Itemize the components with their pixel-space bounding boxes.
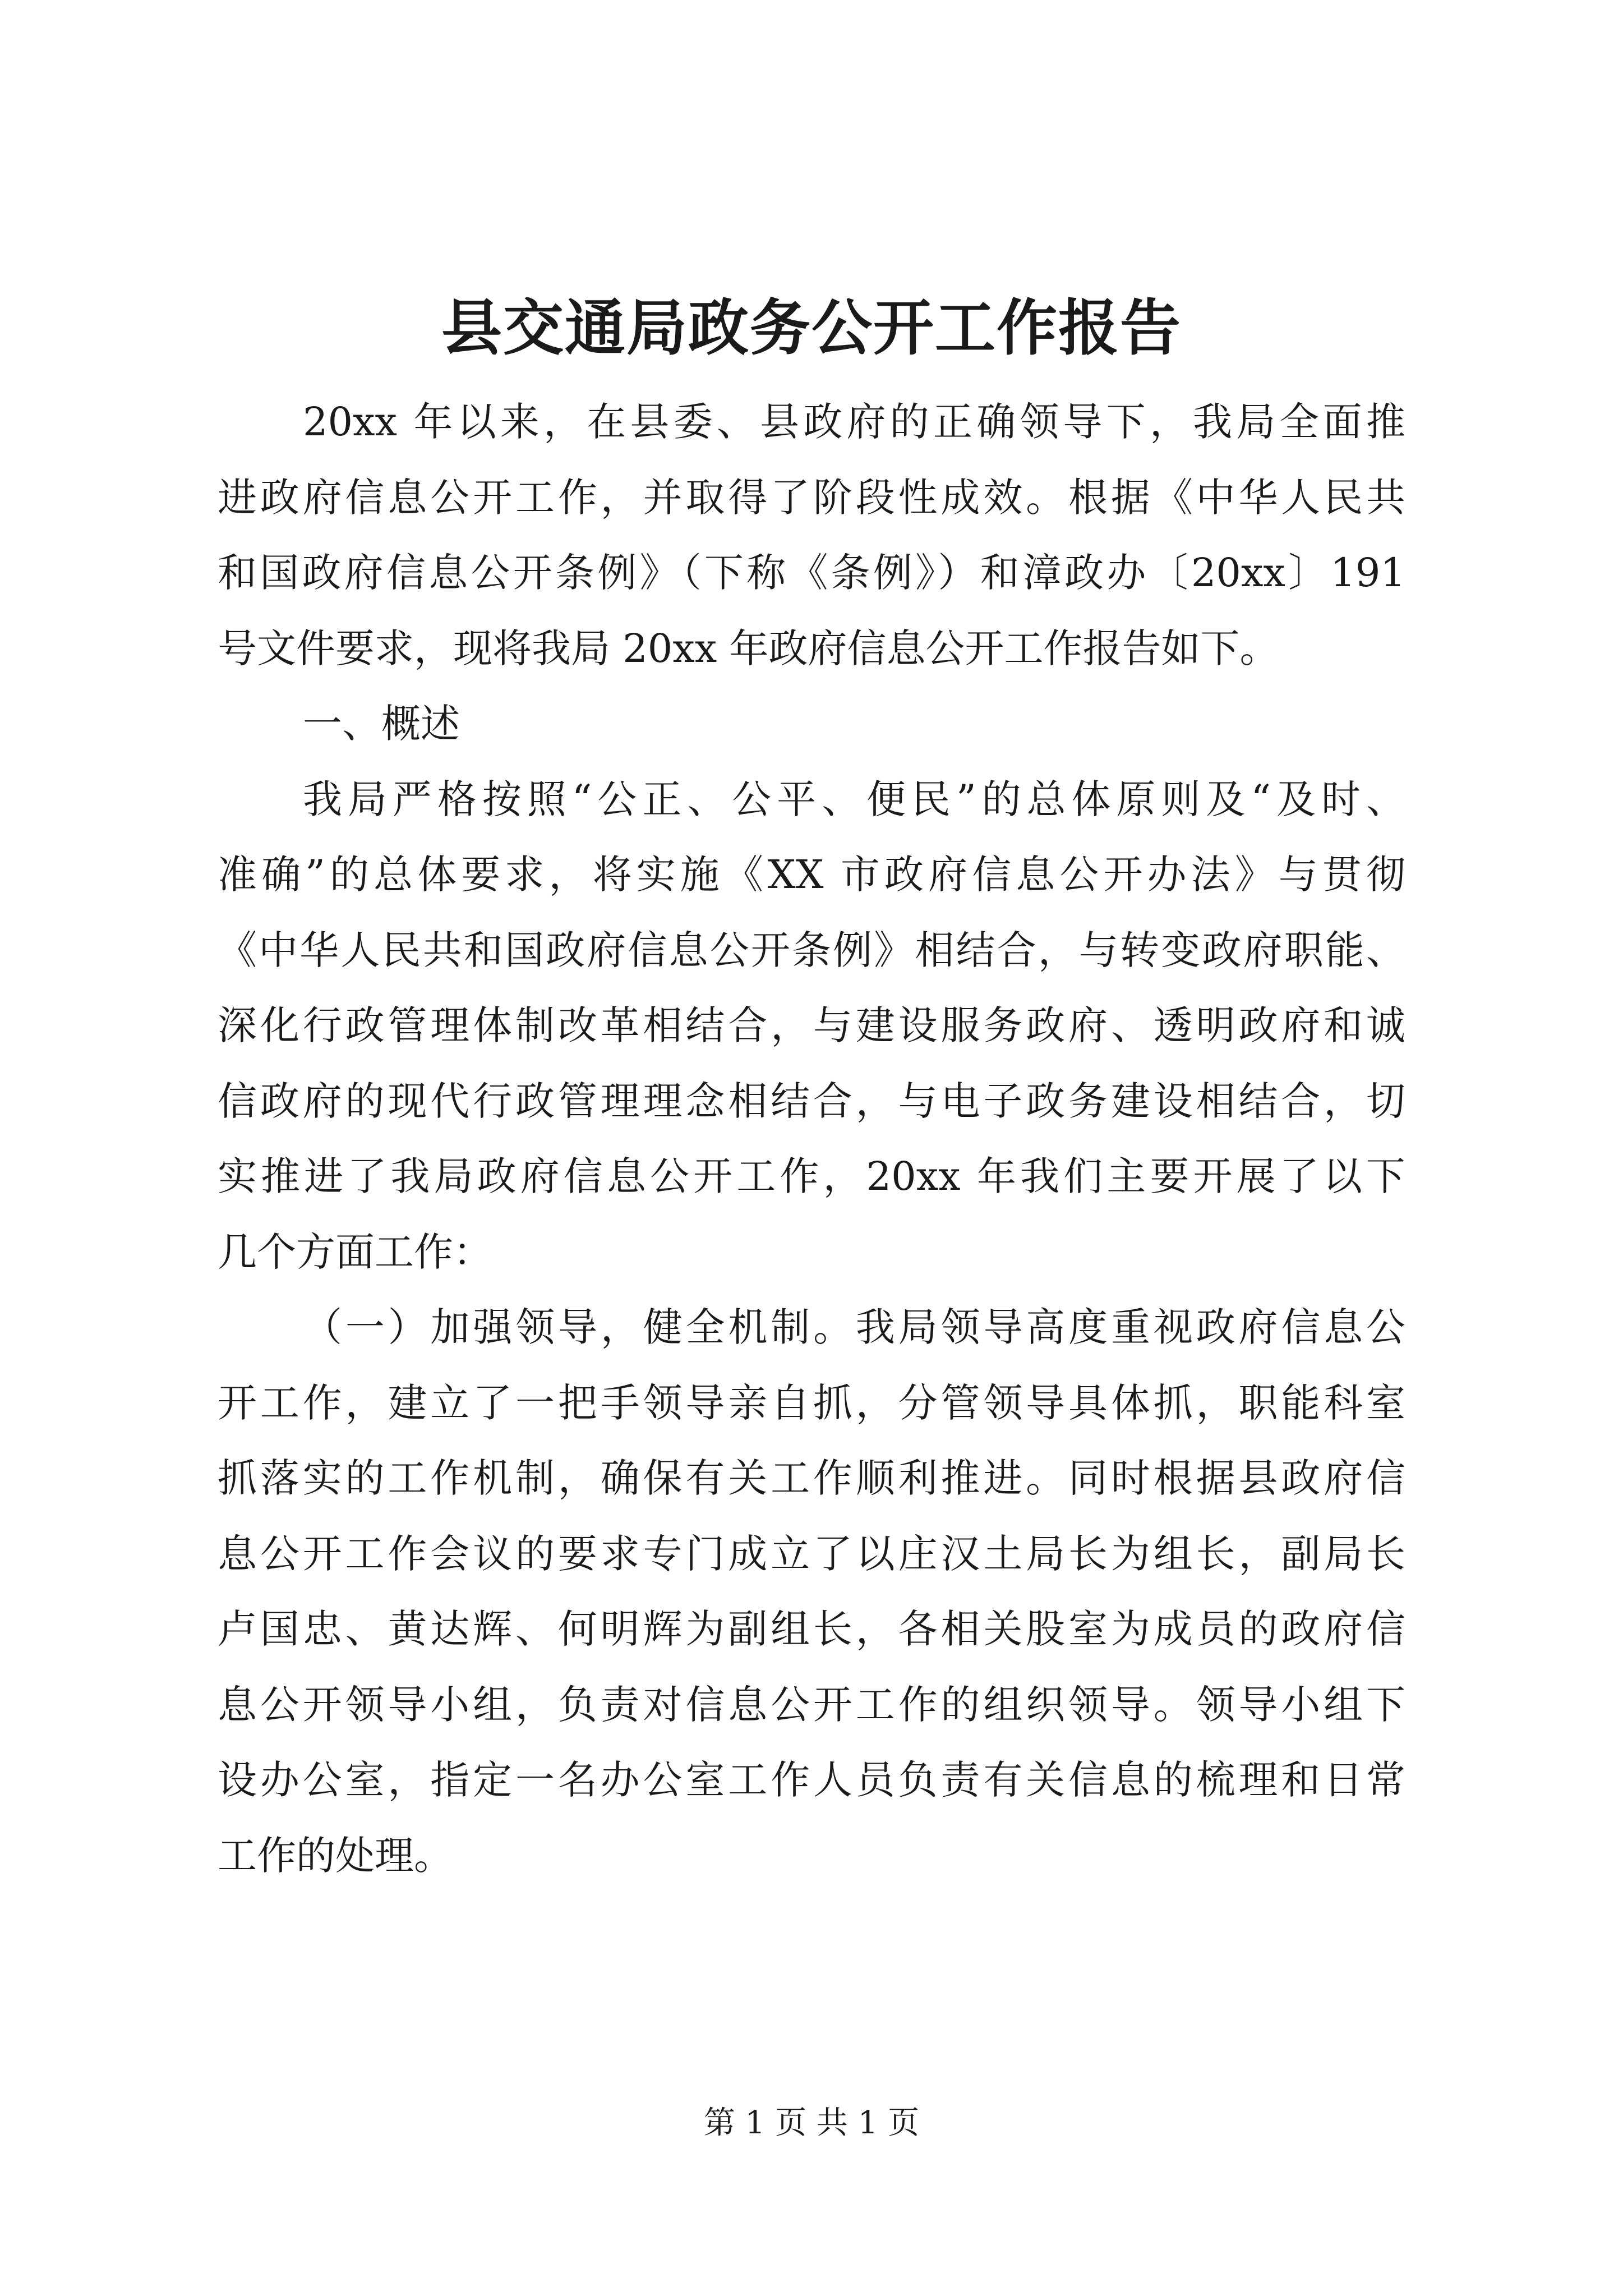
document-body [218,384,1405,1893]
paragraph-line: 设办公室，指定一名办公室工作人员负责有关信息的梳理和日常 [218,1757,1405,1803]
paragraph-line: 实推进了我局政府信息公开工作，20xx 年我们主要开展了以下 [218,1153,1405,1199]
paragraph-line: （一）加强领导，健全机制。我局领导高度重视政府信息公 [303,1304,1405,1350]
paragraph-line: 进政府信息公开工作，并取得了阶段性成效。根据《中华人民共 [218,474,1405,521]
paragraph-line: 号文件要求，现将我局 20xx 年政府信息公开工作报告如下。 [218,625,1279,671]
paragraph-line: 工作的处理。 [218,1832,453,1879]
paragraph-line: 20xx 年以来，在县委、县政府的正确领导下，我局全面推 [303,399,1405,445]
paragraph-line: 开工作，建立了一把手领导亲自抓，分管领导具体抓，职能科室 [218,1379,1405,1426]
paragraph-line: 几个方面工作： [218,1228,492,1275]
section-heading: 一、概述 [303,701,460,747]
paragraph-line: 准确”的总体要求，将实施《XX 市政府信息公开办法》与贯彻 [218,852,1405,898]
page-number-footer: 第 1 页 共 1 页 [703,2105,920,2141]
paragraph-line: 《中华人民共和国政府信息公开条例》相结合，与转变政府职能、 [218,927,1405,973]
paragraph-line: 息公开工作会议的要求专门成立了以庄汉土局长为组长，副局长 [218,1530,1405,1577]
paragraph-line: 深化行政管理体制改革相结合，与建设服务政府、透明政府和诚 [218,1002,1405,1048]
document-title: 县交通局政务公开工作报告 [441,293,1182,364]
paragraph-line: 信政府的现代行政管理理念相结合，与电子政务建设相结合，切 [218,1078,1405,1124]
paragraph-line: 我局严格按照“公正、公平、便民”的总体原则及“及时、 [303,776,1405,822]
paragraph-line: 和国政府信息公开条例》（下称《条例》）和漳政办〔20xx〕191 [218,550,1405,596]
paragraph-line: 息公开领导小组，负责对信息公开工作的组织领导。领导小组下 [218,1681,1405,1728]
paragraph-line: 卢国忠、黄达辉、何明辉为副组长，各相关股室为成员的政府信 [218,1606,1405,1652]
paragraph-line: 抓落实的工作机制，确保有关工作顺利推进。同时根据县政府信 [218,1455,1405,1501]
